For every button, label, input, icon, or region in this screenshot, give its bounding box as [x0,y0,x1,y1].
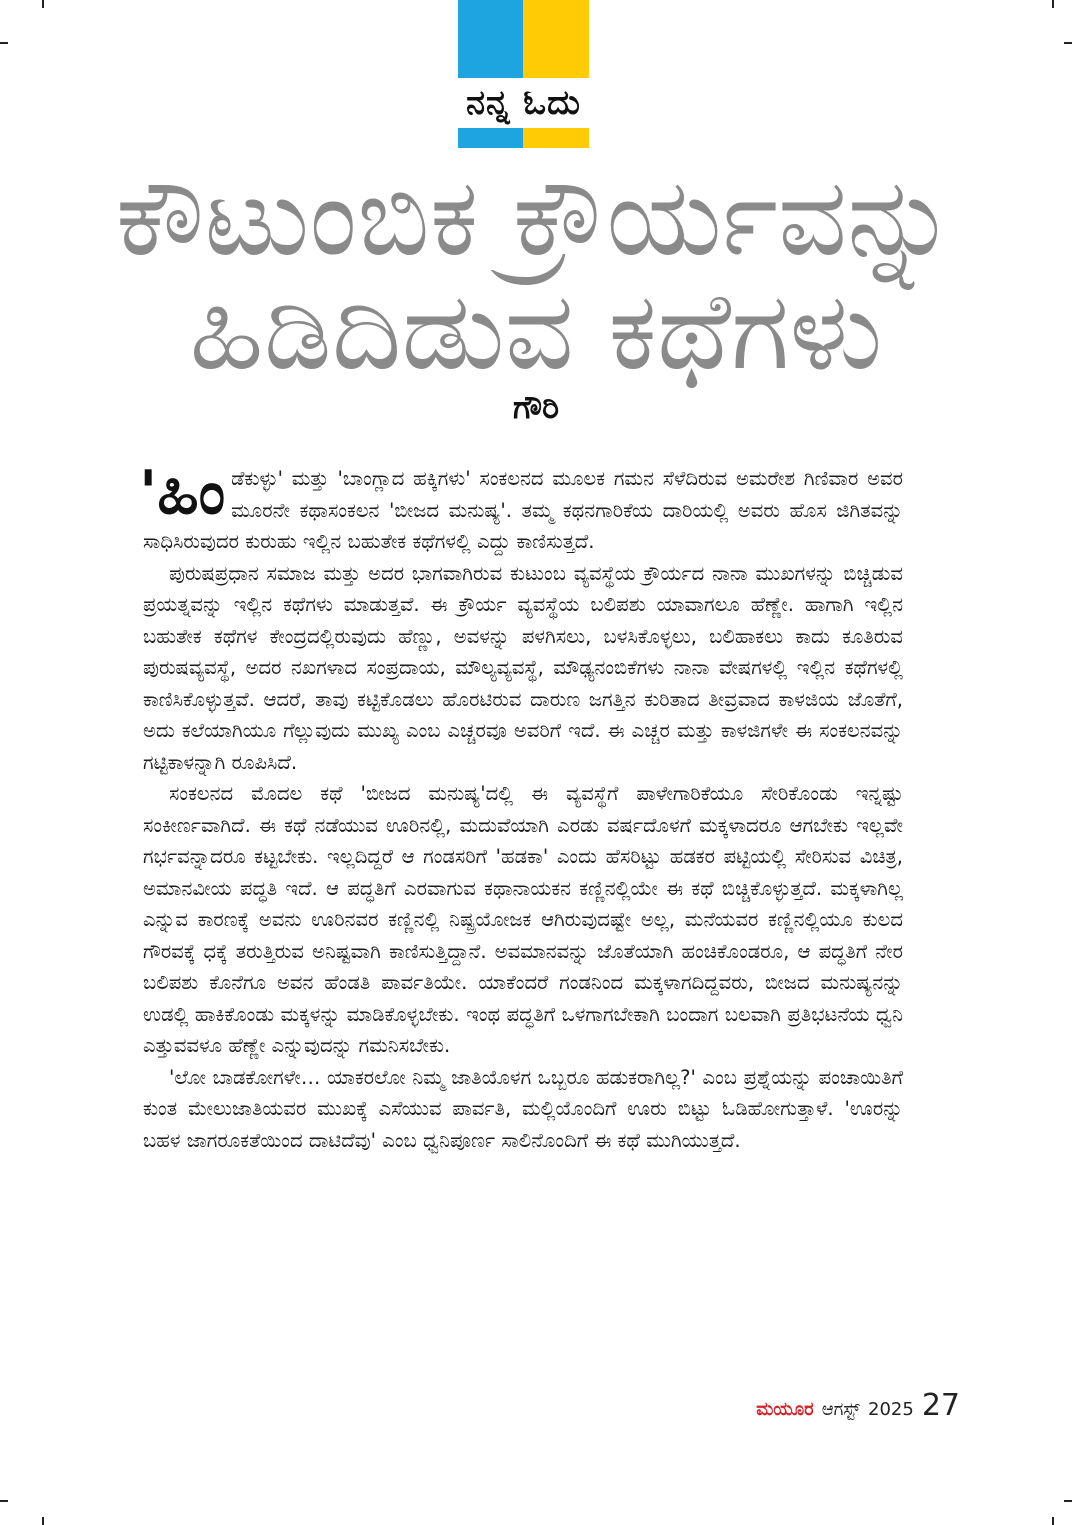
paragraph-text: ಡೆಕುಳ್ಳು' ಮತ್ತು 'ಬಾಂಗ್ಲಾದ ಹಕ್ಕಿಗಳು' ಸಂಕಲನದ ಮೂಲಕ ಗಮನ ಸೆಳೆದಿರುವ ಅಮರೇಶ ಗಿಣಿವಾರ ಅವರ ಮೂರನೇ ಕಥಾಸಂಕಲನ 'ಬೀಜದ ಮನುಷ್ಯ'. ತಮ್ಮ ಕಥನಗಾರಿಕೆಯ ದಾರಿಯಲ್ಲಿ ಅವರು ಹೊಸ ಜಿಗಿತವನ್ನು ಸಾಧಿಸಿರುವುದರ ಕುರುಹು ಇಲ್ಲಿನ ಬಹುತೇಕ ಕಥೆಗಳಲ್ಲಿ ಎದ್ದು ಕಾಣಿಸುತ್ತದೆ. [143,467,903,553]
paragraph: ಪುರುಷಪ್ರಧಾನ ಸಮಾಜ ಮತ್ತು ಅದರ ಭಾಗವಾಗಿರುವ ಕುಟುಂಬ ವ್ಯವಸ್ಥೆಯ ಕ್ರೌರ್ಯದ ನಾನಾ ಮುಖಗಳನ್ನು ಬಿಚ್ಚಿಡುವ ಪ್ರಯತ್ನವನ್ನು ಇಲ್ಲಿನ ಕಥೆಗಳು ಮಾಡುತ್ತವೆ. ಈ ಕ್ರೌರ್ಯ ವ್ಯವಸ್ಥೆಯ ಬಲಿಪಶು ಯಾವಾಗಲೂ ಹೆಣ್ಣೇ. ಹಾಗಾಗಿ ಇಲ್ಲಿನ ಬಹುತೇಕ ಕಥೆಗಳ ಕೇಂದ್ರದಲ್ಲಿರುವುದು ಹೆಣ್ಣು, ಅವಳನ್ನು ಪಳಗಿಸಲು, ಬಳಸಿಕೊಳ್ಳಲು, ಬಲಿಹಾಕಲು ಕಾದು ಕೂತಿರುವ ಪುರುಷವ್ಯವಸ್ಥೆ, ಅದರ ನಖಗಳಾದ ಸಂಪ್ರದಾಯ, ಮೌಲ್ಯವ್ಯವಸ್ಥೆ, ಮೌಢ್ಯನಂಬಿಕೆಗಳು ನಾನಾ ವೇಷಗಳಲ್ಲಿ ಇಲ್ಲಿನ ಕಥೆಗಳಲ್ಲಿ ಕಾಣಿಸಿಕೊಳ್ಳುತ್ತವೆ. ಆದರೆ, ತಾವು ಕಟ್ಟಿಕೊಡಲು ಹೊರಟಿರುವ ದಾರುಣ ಜಗತ್ತಿನ ಕುರಿತಾದ ತೀವ್ರವಾದ ಕಾಳಜಿಯ ಜೊತೆಗೆ, ಅದು ಕಲೆಯಾಗಿಯೂ ಗೆಲ್ಲುವುದು ಮುಖ್ಯ ಎಂಬ ಎಚ್ಚರವೂ ಅವರಿಗೆ ಇದೆ. ಈ ಎಚ್ಚರ ಮತ್ತು ಕಾಳಜಿಗಳೇ ಈ ಸಂಕಲನವನ್ನು ಗಟ್ಟಿಕಾಳನ್ನಾಗಿ ರೂಪಿಸಿದೆ. [143,561,903,774]
headline-line-1: ಕೌಟುಂಬಿಕ ಕ್ರೌರ್ಯವನ್ನು [115,155,957,280]
headline-line-2: ಹಿಡಿದಿಡುವ ಕಥೆಗಳು [189,269,883,394]
page-footer [756,1388,960,1423]
crop-mark [0,42,8,44]
magazine-name: ಮಯೂರ [756,1399,814,1420]
crop-mark [42,1517,44,1525]
crop-mark [1064,1500,1072,1502]
paragraph: ಸಂಕಲನದ ಮೊದಲ ಕಥೆ 'ಬೀಜದ ಮನುಷ್ಯ'ದಲ್ಲಿ ಈ ವ್ಯವಸ್ಥೆಗೆ ಪಾಳೇಗಾರಿಕೆಯೂ ಸೇರಿಕೊಂಡು ಇನ್ನಷ್ಟು ಸಂಕೀರ್ಣವಾಗಿದೆ. ಈ ಕಥೆ ನಡೆಯುವ ಊರಿನಲ್ಲಿ, ಮದುವೆಯಾಗಿ ಎರಡು ವರ್ಷದೊಳಗೆ ಮಕ್ಕಳಾದರೂ ಆಗಬೇಕು ಇಲ್ಲವೇ ಗರ್ಭವನ್ನಾದರೂ ಕಟ್ಟಬೇಕು. ಇಲ್ಲದಿದ್ದರೆ ಆ ಗಂಡಸರಿಗೆ 'ಹಡಕಾ' ಎಂದು ಹೆಸರಿಟ್ಟು ಹಡಕರ ಪಟ್ಟಿಯಲ್ಲಿ ಸೇರಿಸುವ ವಿಚಿತ್ರ, ಅಮಾನವೀಯ ಪದ್ಧತಿ ಇದೆ. ಆ ಪದ್ಧತಿಗೆ ಎರವಾಗುವ ಕಥಾನಾಯಕನ ಕಣ್ಣಿನಲ್ಲಿಯೇ ಈ ಕಥೆ ಬಿಚ್ಚಿಕೊಳ್ಳುತ್ತದೆ. ಮಕ್ಕಳಾಗಿಲ್ಲ ಎನ್ನುವ ಕಾರಣಕ್ಕೆ ಅವನು ಊರಿನವರ ಕಣ್ಣಿನಲ್ಲಿ ನಿಷ್ಪ್ರಯೋಜಕ ಆಗಿರುವುದಷ್ಟೇ ಅಲ್ಲ, ಮನೆಯವರ ಕಣ್ಣಿನಲ್ಲಿಯೂ ಕುಲದ ಗೌರವಕ್ಕೆ ಧಕ್ಕೆ ತರುತ್ತಿರುವ ಅನಿಷ್ಟವಾಗಿ ಕಾಣಿಸುತ್ತಿದ್ದಾನೆ. ಅವಮಾನವನ್ನು ಜೊತೆಯಾಗಿ ಹಂಚಿಕೊಂಡರೂ, ಆ ಪದ್ಧತಿಗೆ ನೇರ ಬಲಿಪಶು ಕೊನೆಗೂ ಅವನ ಹೆಂಡತಿ ಪಾರ್ವತಿಯೇ. ಯಾಕೆಂದರೆ ಗಂಡನಿಂದ ಮಕ್ಕಳಾಗದಿದ್ದವರು, ಬೀಜದ ಮನುಷ್ಯನನ್ನು ಉಡಲ್ಲಿ ಹಾಕಿಕೊಂಡು ಮಕ್ಕಳನ್ನು ಮಾಡಿಕೊಳ್ಳಬೇಕು. ಇಂಥ ಪದ್ಧತಿಗೆ ಒಳಗಾಗಬೇಕಾಗಿ ಬಂದಾಗ ಬಲವಾಗಿ ಪ್ರತಿಭಟನೆಯ ಧ್ವನಿ ಎತ್ತುವವಳೂ ಹೆಣ್ಣೇ ಎನ್ನುವುದನ್ನು ಗಮನಿಸಬೇಕು. [143,782,903,1057]
issue-year: 2025 [868,1399,914,1420]
article-body [139,458,903,1156]
section-logo [458,0,589,148]
crop-mark [42,0,44,8]
crop-mark [1052,0,1054,8]
section-label: ನನ್ನ ಓದು [466,83,581,123]
crop-mark [1052,1517,1054,1525]
crop-mark [1064,42,1072,44]
logo-band [458,78,589,128]
crop-mark [0,1500,8,1502]
issue-month: ಆಗಸ್ಟ್ [821,1399,860,1420]
paragraph: 'ಲೋ ಬಾಡಕೋಗಳೇ… ಯಾಕರಲೋ ನಿಮ್ಮ ಜಾತಿಯೊಳಗ ಒಬ್ಬರೂ ಹಡುಕರಾಗಿಲ್ಲ?' ಎಂಬ ಪ್ರಶ್ನೆಯನ್ನು ಪಂಚಾಯಿತಿಗೆ ಕುಂತ ಮೇಲುಜಾತಿಯವರ ಮುಖಕ್ಕೆ ಎಸೆಯುವ ಪಾರ್ವತಿ, ಮಲ್ಲಿಯೊಂದಿಗೆ ಊರು ಬಿಟ್ಟು ಓಡಿಹೋಗುತ್ತಾಳೆ. 'ಊರನ್ನು ಬಹಳ ಜಾಗರೂಕತೆಯಿಂದ ದಾಟಿದೆವು' ಎಂಬ ಧ್ವನಿಪೂರ್ಣ ಸಾಲಿನೊಂದಿಗೆ ಈ ಕಥೆ ಮುಗಿಯುತ್ತದೆ. [143,1065,903,1152]
paragraph [139,458,903,558]
drop-cap: 'ಹಿಂ [139,458,226,528]
author-byline: ಗೌರಿ [512,388,560,426]
page-number: 27 [921,1388,960,1423]
